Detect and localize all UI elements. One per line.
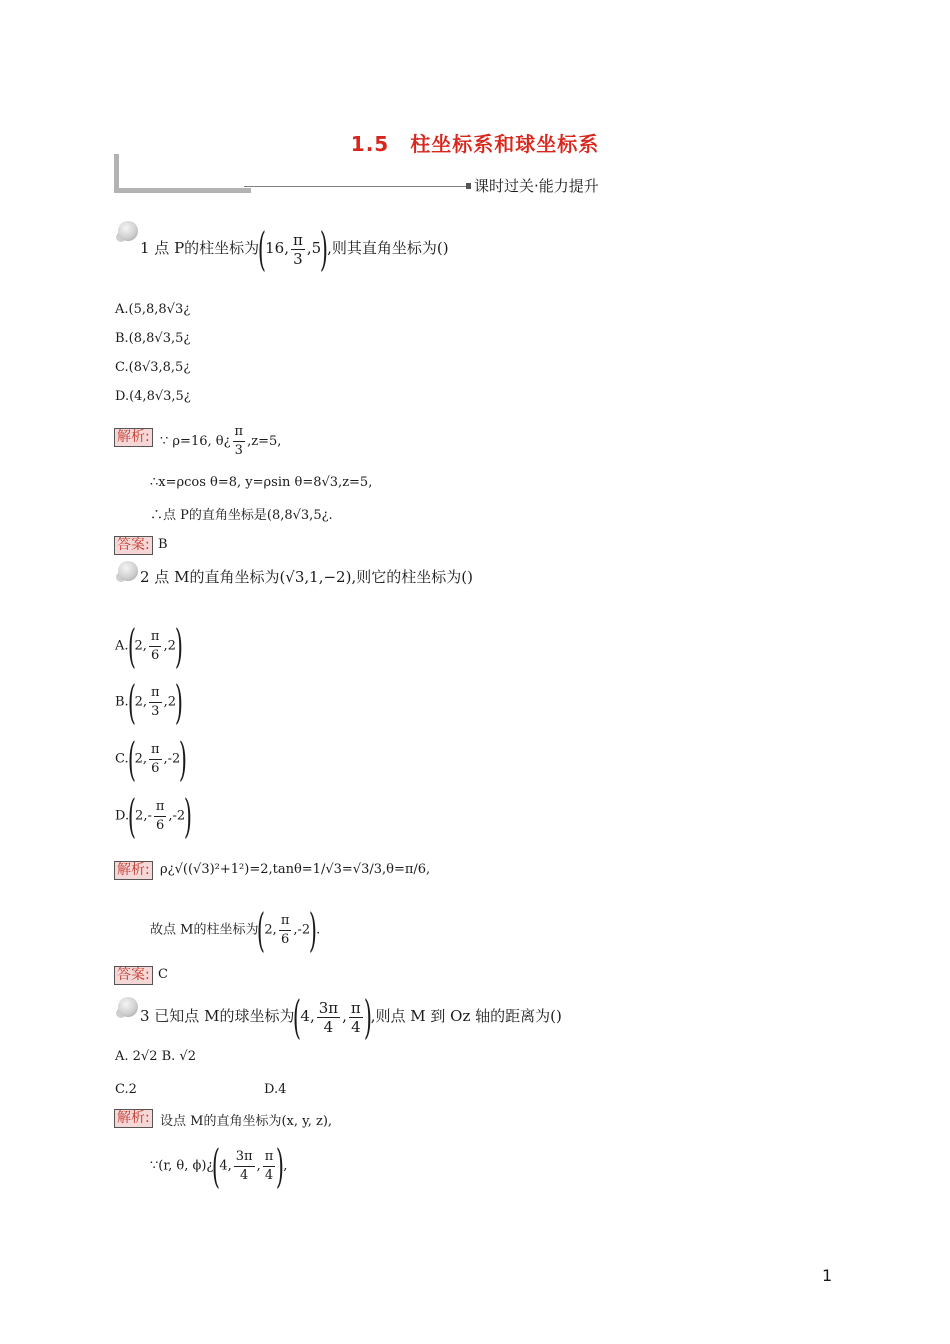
- q3-solution-line-1: 设点 M的直角坐标为(x, y, z),: [160, 1114, 333, 1129]
- question-3-icon: [118, 997, 138, 1017]
- q2-sol-2a: 故点 M的柱坐标为: [150, 922, 259, 938]
- question-1-stem: 1 点 P的柱坐标为(16, $\frac{\pi}{3}$ ,5),则其直角坐标为(): [140, 222, 449, 276]
- q3-solution-line-2: ∵(r, θ, ϕ)¿(4, $\frac{3\pi}{4}$ , $\frac{\pi}{4}$ ),: [150, 1139, 288, 1193]
- answer-label: 答案:: [114, 966, 153, 985]
- q1-solution-line-1: [160, 423, 281, 460]
- q2-sol-2c: ,-2: [293, 922, 311, 938]
- q2-stem-text: 2 点 M的直角坐标为: [140, 568, 280, 586]
- q2-option-d-den: 6: [155, 817, 165, 833]
- answer-label: 答案:: [114, 536, 153, 555]
- q3-option-c: C.2: [115, 1082, 137, 1097]
- q3-sol-frac2-den: 4: [264, 1167, 274, 1183]
- q2-solution-line-1: ρ¿√((√3)²+1²)=2,tanθ=1/√3=√3/3,θ=π/6,: [160, 862, 431, 877]
- q1-solution-line-3: ∴点 P的直角坐标是(8,8√3,5¿.: [150, 508, 333, 523]
- q2-option-c-num: π: [149, 741, 162, 760]
- q2-option-c-den: 6: [151, 760, 160, 776]
- q2-option-a-part: 2,: [134, 638, 147, 654]
- q3-options-ab: A. 2√2 B. √2: [115, 1049, 196, 1064]
- q1-option-c: C.(8√3,8,5¿: [115, 360, 191, 375]
- q3-sol-frac2-num: π: [263, 1148, 276, 1167]
- q3-sol-2a: ∵(r, θ, ϕ)¿: [150, 1158, 214, 1174]
- q3-sol-frac1-num: 3π: [234, 1148, 255, 1167]
- q3-sol-2b: ,: [283, 1158, 288, 1174]
- q3-frac2-num: π: [350, 998, 361, 1017]
- section-tag: 课时过关·能力提升: [474, 177, 599, 195]
- q1-solution-line-2: ∴x=ρcos θ=8, y=ρsin θ=8√3,z=5,: [150, 475, 373, 490]
- q1-stem-text: 1 点 P的柱坐标为: [140, 239, 260, 257]
- q2-option-d-label: D.: [115, 808, 130, 824]
- q2-option-c-part: 2,: [134, 751, 147, 767]
- question-3-stem: 3 已知点 M的球坐标为(4, $\frac{3\pi}{4}$ , $\frac{\pi}{4}$ ),则点 M 到 Oz 轴的距离为(): [140, 990, 562, 1044]
- q2-option-a-tail: ,2: [163, 638, 176, 654]
- question-1-icon: [118, 221, 138, 241]
- analysis-label: 解析:: [114, 1109, 153, 1128]
- question-2-stem: [140, 566, 473, 587]
- q2-option-a-label: A.: [115, 638, 129, 654]
- q2-option-a: A.(2, $\frac{\pi}{6}$ ,2): [115, 619, 183, 673]
- q2-option-b-num: π: [149, 684, 162, 703]
- q1-sol-1a: ∵ ρ=16, θ¿: [160, 434, 231, 449]
- q2-option-d-num: π: [154, 798, 167, 817]
- q2-sol-2e: .: [316, 922, 321, 938]
- page-title: 1.5 柱坐标系和球坐标系: [350, 132, 600, 156]
- q2-option-d-tail: ,-2: [168, 808, 186, 824]
- q3-frac1-num: 3π: [318, 998, 339, 1017]
- q2-option-b-label: B.: [115, 694, 129, 710]
- header-rule: [244, 186, 466, 187]
- q1-frac-num: π: [293, 230, 303, 249]
- q3-sol-frac1-den: 4: [240, 1167, 249, 1183]
- q2-option-c-tail: ,-2: [163, 751, 181, 767]
- q1-stem-tail: ,则其直角坐标为(): [327, 239, 449, 257]
- q2-option-b: B.(2, $\frac{\pi}{3}$ ,2): [115, 675, 184, 729]
- q3-frac1-den: 4: [323, 1017, 334, 1036]
- q3-coord-r: 4,: [300, 1007, 315, 1025]
- q2-sol-frac-num: π: [279, 912, 292, 931]
- q3-sol-coord-r: 4,: [219, 1158, 232, 1174]
- q1-coord-b: ,5: [306, 239, 322, 257]
- q2-sol-frac-den: 6: [280, 931, 290, 947]
- analysis-label: 解析:: [114, 428, 153, 447]
- q2-option-b-part: 2,: [134, 694, 148, 710]
- q2-sol-2b: 2,: [264, 922, 277, 938]
- q1-coord-a: 16,: [265, 239, 289, 257]
- q2-option-d: D.(2,- $\frac{\pi}{6}$ ,-2): [115, 789, 193, 843]
- q1-frac-den: 3: [293, 249, 303, 268]
- q1-option-b: B.(8,8√3,5¿: [115, 331, 191, 346]
- q1-sol-1b: ,z=5,: [247, 434, 282, 449]
- q2-option-a-den: 6: [151, 647, 160, 663]
- q2-option-c-label: C.: [115, 751, 129, 767]
- q3-stem-tail: ,则点 M 到 Oz 轴的距离为(): [370, 1007, 562, 1025]
- header-bracket: [114, 154, 251, 193]
- page-number: 1: [822, 1266, 833, 1285]
- question-2-icon: [118, 561, 138, 581]
- q3-option-d: D.4: [264, 1082, 287, 1097]
- q2-stem-tail: (√3,1,−2),则它的柱坐标为(): [279, 568, 473, 586]
- q1-option-a: A.(5,8,8√3¿: [115, 302, 191, 317]
- q2-option-b-tail: ,2: [163, 694, 176, 710]
- q2-option-d-part: 2,-: [135, 808, 152, 824]
- q2-solution-line-2: 故点 M的柱坐标为(2, $\frac{\pi}{6}$ ,-2).: [150, 903, 321, 957]
- header-marker: [466, 183, 471, 189]
- q2-answer: C: [158, 967, 168, 982]
- q1-option-d: D.(4,8√3,5¿: [115, 389, 191, 404]
- q1-sol-frac-den: 3: [234, 443, 243, 458]
- q3-frac2-den: 4: [351, 1017, 361, 1036]
- q3-stem-text: 3 已知点 M的球坐标为: [140, 1007, 295, 1025]
- analysis-label: 解析:: [114, 861, 153, 880]
- q2-option-c: C.(2, $\frac{\pi}{6}$ ,-2): [115, 732, 188, 786]
- q1-sol-frac-num: π: [233, 423, 246, 442]
- q1-answer: B: [158, 537, 168, 552]
- q2-option-b-den: 3: [151, 703, 160, 719]
- q2-option-a-num: π: [149, 628, 162, 647]
